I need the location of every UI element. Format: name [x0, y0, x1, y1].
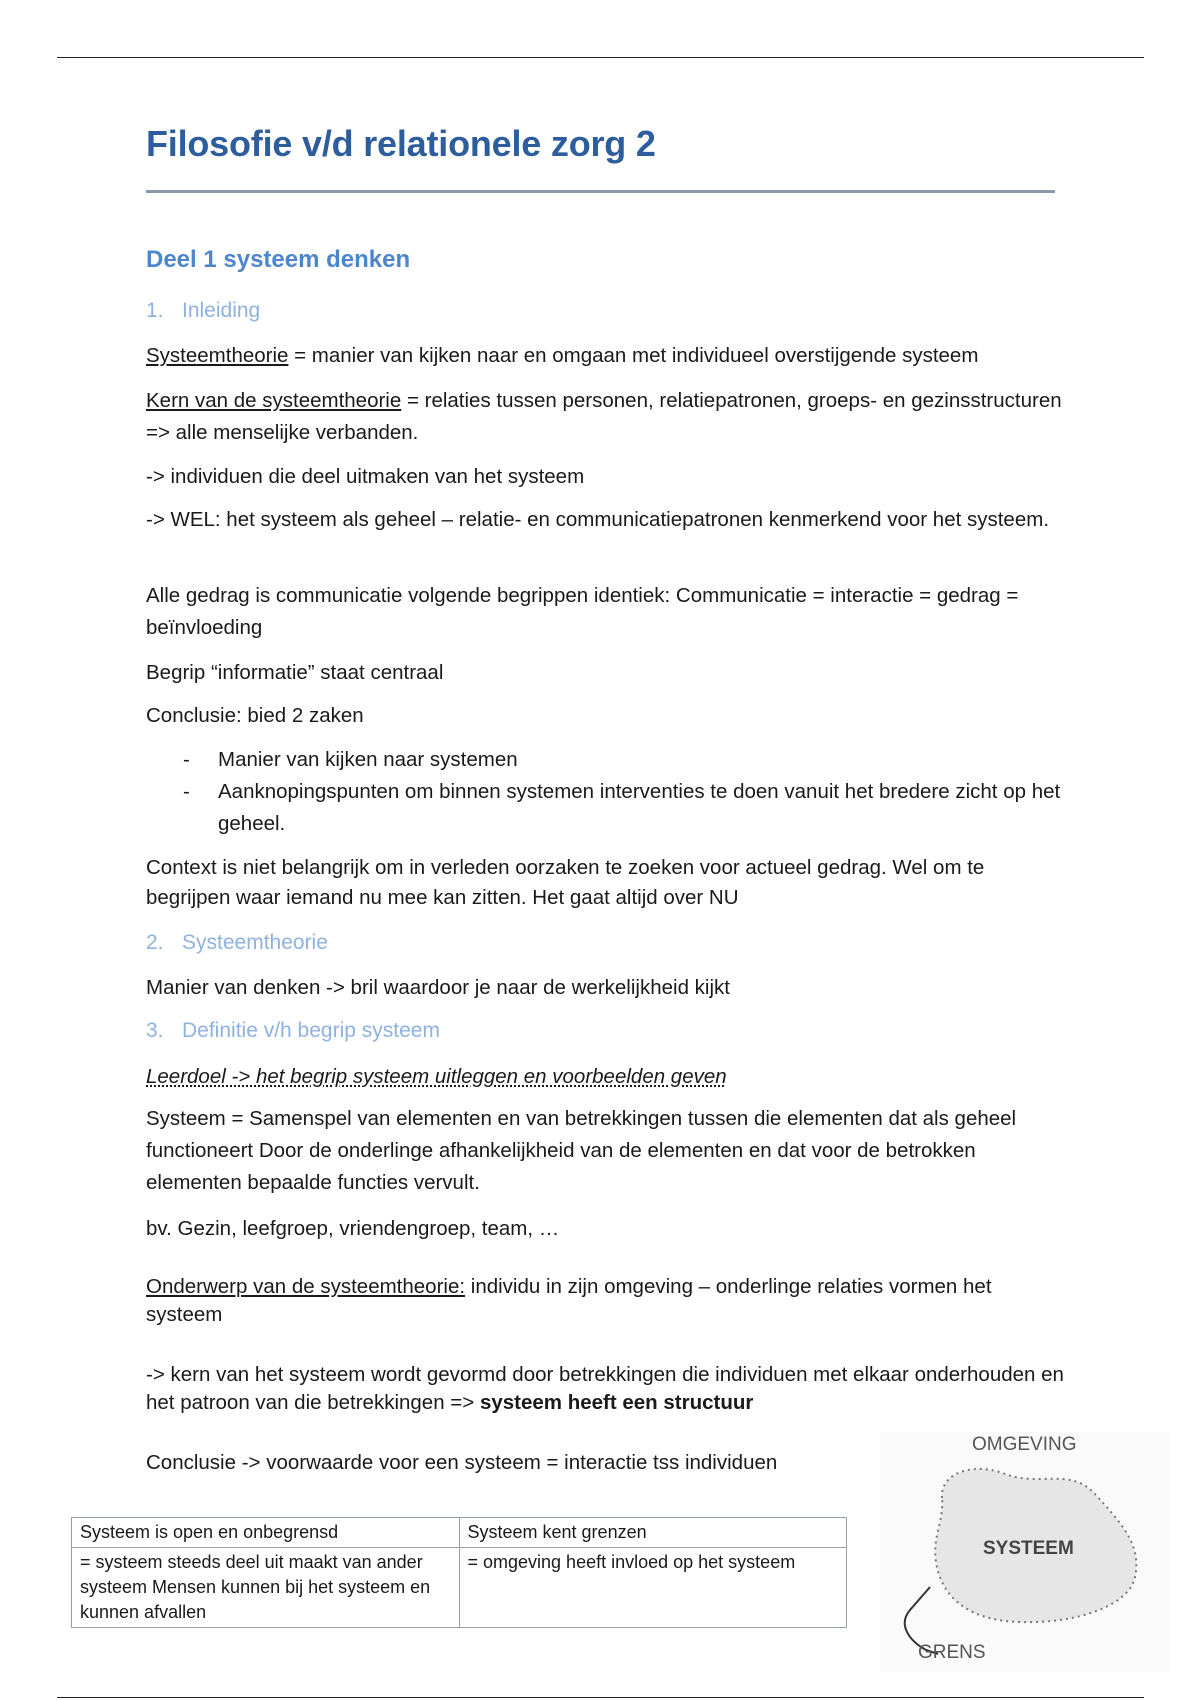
term-onderwerp: Onderwerp van de systeemtheorie:: [146, 1275, 466, 1298]
table-row: [72, 1518, 847, 1548]
intro-paragraph-4: -> WEL: het systeem als geheel – relatie- en communicatiepatronen kenmerkend voor het systeem.: [146, 508, 1050, 531]
leerdoel: Leerdoel -> het begrip systeem uitleggen en voorbeelden geven: [146, 1065, 727, 1088]
page-bottom-rule: [57, 1697, 1144, 1698]
system-types-table: [71, 1517, 847, 1628]
intro-paragraph-7: Conclusie: bied 2 zaken: [146, 704, 364, 727]
intro-paragraph-1: Systeemtheorie = manier van kijken naar en omgaan met individueel overstijgende systeem: [146, 344, 979, 367]
definitie-paragraph-5: Conclusie -> voorwaarde voor een systeem = interactie tss individuen: [146, 1451, 778, 1474]
definitie-paragraph-3: Onderwerp van de systeemtheorie: individu in zijn omgeving – onderlinge relaties vormen het systeem: [146, 1275, 992, 1326]
definitie-paragraph-2: bv. Gezin, leefgroep, vriendengroep, team, …: [146, 1217, 560, 1240]
label-grens: GRENS: [918, 1642, 986, 1663]
term-kern: Kern van de systeemtheorie: [146, 389, 402, 412]
intro-paragraph-2: Kern van de systeemtheorie = relaties tussen personen, relatiepatronen, groeps- en gezinsstructuren => alle menselijke verbanden.: [146, 389, 1062, 444]
label-systeem: SYSTEEM: [983, 1538, 1074, 1559]
list-item: - Aanknopingspunten om binnen systemen interventies te doen vanuit het bredere zicht op het geheel.: [146, 776, 1066, 840]
document-body: [146, 120, 1056, 275]
table-header-cell: Systeem kent grenzen: [459, 1518, 847, 1548]
section-heading-definitie: 3. Definitie v/h begrip systeem: [146, 1019, 440, 1042]
table-row: [72, 1548, 847, 1628]
table-cell: = omgeving heeft invloed op het systeem: [459, 1548, 847, 1628]
page-top-rule: [57, 57, 1144, 58]
intro-paragraph-8: Context is niet belangrijk om in verleden oorzaken te zoeken voor actueel gedrag. Wel om te begrijpen waar iemand nu mee kan zitten. Het gaat altijd over NU: [146, 856, 985, 909]
systeemtheorie-paragraph: Manier van denken -> bril waardoor je naar de werkelijkheid kijkt: [146, 976, 730, 999]
system-boundary-diagram: [880, 1432, 1170, 1672]
section-heading-inleiding: 1. Inleiding: [146, 299, 261, 322]
definitie-paragraph-4: -> kern van het systeem wordt gevormd door betrekkingen die individuen met elkaar onderhouden en het patroon van die betrekkingen => systeem heeft een structuur: [146, 1363, 1064, 1414]
intro-paragraph-5: Alle gedrag is communicatie volgende begrippen identiek: Communicatie = interactie = gedrag = beïnvloeding: [146, 584, 1019, 639]
term-systeemtheorie: Systeemtheorie: [146, 344, 289, 367]
intro-paragraph-3: -> individuen die deel uitmaken van het systeem: [146, 465, 585, 488]
conclusion-bullets: [146, 744, 1066, 840]
title-underline: [146, 190, 1055, 193]
table-header-cell: Systeem is open en onbegrensd: [72, 1518, 460, 1548]
label-omgeving: OMGEVING: [972, 1434, 1077, 1455]
part-heading: Deel 1 systeem denken: [146, 246, 411, 273]
intro-paragraph-6: Begrip “informatie” staat centraal: [146, 661, 444, 684]
document-title: Filosofie v/d relationele zorg 2: [146, 123, 656, 164]
list-item: - Manier van kijken naar systemen: [146, 744, 1066, 776]
section-heading-systeemtheorie: 2. Systeemtheorie: [146, 931, 328, 954]
table-cell: = systeem steeds deel uit maakt van ander systeem Mensen kunnen bij het systeem en kunnen afvallen: [72, 1548, 460, 1628]
definitie-paragraph-1: Systeem = Samenspel van elementen en van betrekkingen tussen die elementen dat als geheel functioneert Door de onderlinge afhankelijkheid van de elementen en dat voor de betrokken elementen bepaalde functies vervult.: [146, 1107, 1017, 1194]
